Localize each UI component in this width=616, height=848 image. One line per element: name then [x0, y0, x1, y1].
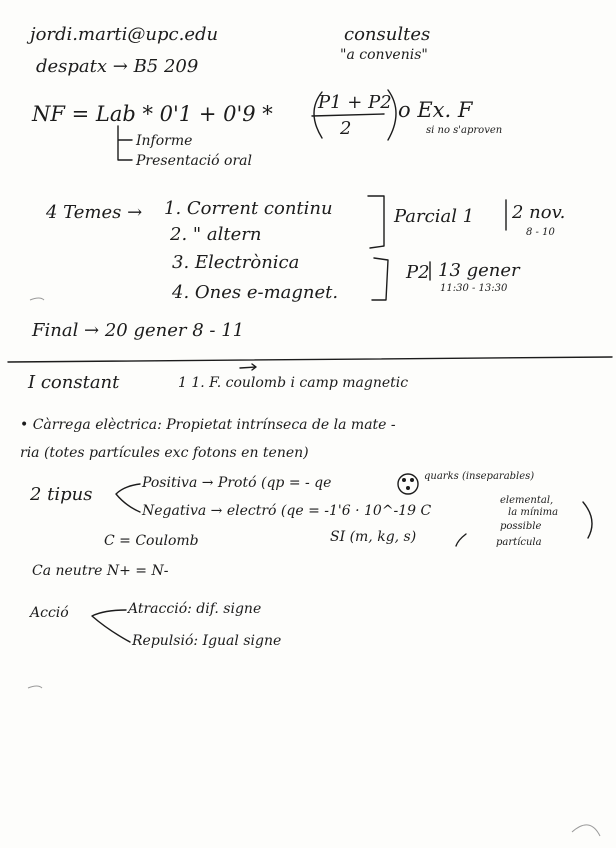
tema-2: 2. " altern	[170, 224, 262, 245]
repulsio-line: Repulsió: Igual signe	[132, 633, 282, 649]
accio-fork	[92, 610, 130, 642]
final-exam-date: Final → 20 gener 8 - 11	[32, 320, 245, 341]
parcial-1-date: 2 nov.	[512, 202, 566, 223]
elemental-note-2: la mínima	[508, 507, 559, 518]
lab-presentacio: Presentació oral	[136, 153, 252, 169]
si-units: SI (m, kg, s)	[330, 529, 417, 545]
p2-time: 11:30 - 13:30	[440, 283, 508, 294]
formula-denominator: 2	[340, 118, 352, 139]
fraction-bar	[312, 114, 384, 116]
section-divider	[8, 357, 612, 362]
elemental-note-3: possible	[500, 521, 542, 532]
office-location: despatx → B5 209	[36, 56, 199, 77]
quarks-note: quarks (inseparables)	[424, 471, 535, 482]
convenis-label: "a convenis"	[340, 47, 428, 63]
elemental-note-4: partícula	[496, 537, 542, 548]
negativa-line: Negativa → electró (qe = -1'6 · 10^-19 C	[142, 503, 432, 519]
bracket-parcial-1	[368, 196, 384, 248]
neutral-charge: Ca neutre N+ = N-	[32, 563, 169, 579]
positiva-line: Positiva → Protó (qp = - qe	[142, 475, 332, 491]
lab-informe: Informe	[136, 133, 193, 149]
tema-4: 4. Ones e-magnet.	[172, 282, 339, 303]
p2-label: P2	[406, 262, 430, 283]
tema-1: 1. Corrent continu	[164, 198, 333, 219]
final-exam-option: o Ex. F	[398, 98, 473, 122]
formula-note: si no s'aproven	[426, 125, 503, 136]
grade-formula: NF = Lab * 0'1 + 0'9 *	[32, 102, 273, 126]
quarks-circle	[398, 474, 418, 494]
accio-label: Acció	[30, 605, 69, 621]
lab-branch	[118, 126, 132, 160]
quarks-tail	[456, 534, 466, 546]
elemental-note-1: elemental,	[500, 495, 554, 506]
formula-numerator: P1 + P2	[318, 92, 392, 113]
atraccio-line: Atracció: dif. signe	[128, 601, 262, 617]
email-address: jordi.marti@upc.edu	[30, 24, 219, 45]
vector-arrow	[240, 364, 256, 370]
tipus-fork	[116, 484, 140, 512]
tipus-label: 2 tipus	[30, 484, 93, 505]
neg-paren	[583, 502, 592, 538]
carrega-line-2: ria (totes partícules exc fotons en tenen)	[20, 445, 309, 461]
parcial-1-label: Parcial 1	[394, 206, 475, 227]
bracket-p2	[372, 258, 388, 300]
parcial-1-time: 8 - 10	[526, 227, 555, 238]
section-title: I constant	[28, 372, 120, 393]
p2-date: 13 gener	[438, 260, 520, 281]
consultes-label: consultes	[344, 24, 431, 45]
coulomb-unit: C = Coulomb	[104, 533, 199, 549]
carrega-line-1: • Càrrega elèctrica: Propietat intrínseca de la mate -	[20, 417, 396, 433]
temes-label: 4 Temes →	[46, 202, 143, 223]
tema-3: 3. Electrònica	[172, 252, 300, 273]
subsection-title: 1 1. F. coulomb i camp magnetic	[178, 375, 409, 391]
